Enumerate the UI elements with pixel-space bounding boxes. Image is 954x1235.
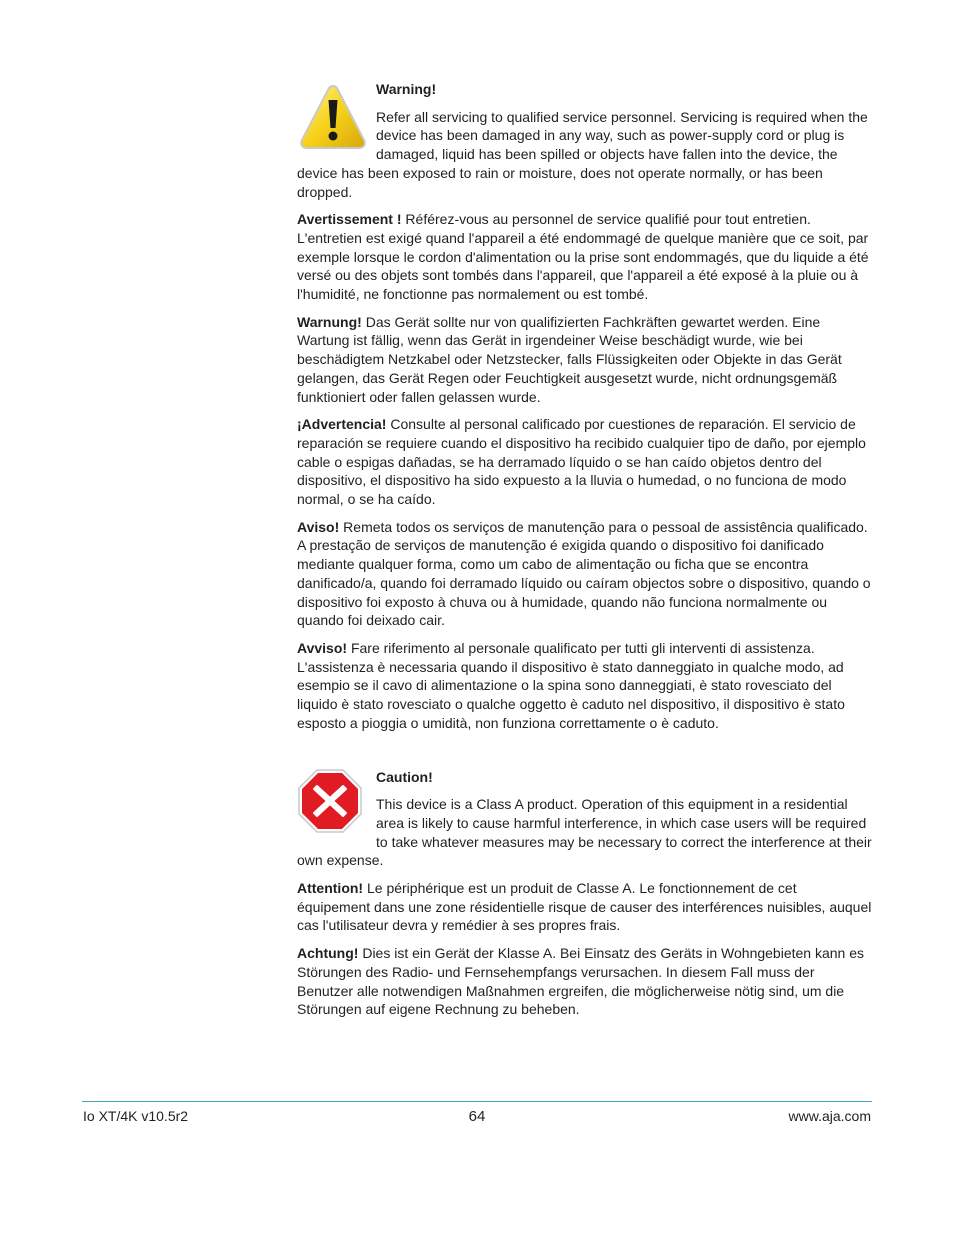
footer-doc-version: Io XT/4K v10.5r2	[83, 1108, 189, 1124]
section-gap	[297, 742, 872, 768]
footer-url: www.aja.com	[788, 1108, 871, 1124]
warning-triangle-icon	[297, 80, 376, 160]
warning-intro: Refer all servicing to qualified service personnel. Servicing is required when the device has been damaged in any way, such as power-supply cord or plug is damaged, liquid has been spilled or objects have fallen into the device, the device has been exposed to rain or moisture, does not operate normally, or has been dropped.	[297, 108, 868, 200]
caution-intro: This device is a Class A product. Operation of this equipment in a residential area is likely to cause harmful interference, in which case users will be required to take whatever measures may be necessary to correct the interference at their own expense.	[297, 796, 872, 869]
translation-label: Achtung!	[297, 945, 359, 962]
translation-text: Remeta todos os serviços de manutenção para o pessoal de assistência qualificado. A prestação de serviços de manutenção é exigida quando o dispositivo foi danificado mediante qualquer forma, como um cabo de alimentação ou ficha que se encontra danificado/a, quando foi derramado líquido ou caíram objectos sobre o dispositivo, quando o dispositivo foi exposto à chuva ou à humidade, quando não funciona normalmente ou quando foi deixado cair.	[297, 518, 871, 629]
translation-label: Avertissement !	[297, 211, 402, 228]
warning-translation-it	[297, 639, 872, 733]
translation-label: Aviso!	[297, 518, 340, 535]
caution-title: Caution!	[376, 768, 433, 785]
translation-label: Attention!	[297, 880, 364, 897]
warning-section	[297, 80, 872, 733]
warning-translation-fr	[297, 210, 872, 304]
translation-text: Le périphérique est un produit de Classe A. Le fonctionnement de cet équipement dans une zone résidentielle risque de causer des interférences nuisibles, auquel cas l'utilisateur devra y remédier à ses propres frais.	[297, 880, 872, 934]
caution-translation-fr	[297, 879, 872, 935]
footer-divider	[82, 1101, 872, 1102]
translation-text: Fare riferimento al personale qualificato per tutti gli interventi di assistenza. L'assistenza è necessaria quando il dispositivo è stato danneggiato in qualche modo, ad esempio se il cavo di alimentazione o la spina sono danneggiati, è stato rovesciato del liquido è stato rovesciato o qualche oggetto è caduto nel dispositivo, il dispositivo è stato esposto a pioggia o umidità, non funziona correttamente o è caduto.	[297, 639, 845, 731]
translation-label: Avviso!	[297, 639, 348, 656]
translation-text: Consulte al personal calificado por cuestiones de reparación. El servicio de reparación se requiere cuando el dispositivo ha recibido cualquier tipo de daño, por ejemplo cable o espigas dañadas, se ha derramado líquido o se han caído objetos dentro del dispositivo, el dispositivo ha sido expuesto a la lluvia o humedad, o no funciona de modo normal, o se ha caído.	[297, 416, 866, 508]
translation-label: Warnung!	[297, 313, 362, 330]
warning-translation-de	[297, 313, 872, 407]
footer-page-number: 64	[468, 1108, 486, 1125]
warning-translation-pt	[297, 518, 872, 630]
stop-x-icon	[297, 768, 376, 848]
page-content	[297, 80, 872, 1028]
translation-text: Dies ist ein Gerät der Klasse A. Bei Einsatz des Geräts in Wohngebieten kann es Störungen des Radio- und Fernsehempfangs verursachen. In diesem Fall muss der Benutzer alle notwendigen Maßnahmen ergreifen, die möglicherweise nötig sind, um die Störungen auf eigene Rechnung zu beheben.	[297, 945, 865, 1018]
warning-translation-es	[297, 415, 872, 509]
caution-translation-de	[297, 944, 872, 1019]
warning-title: Warning!	[376, 81, 437, 97]
translation-text: Référez-vous au personnel de service qualifié pour tout entretien. L'entretien est exigé quand l'appareil a été endommagé de quelque manière que ce soit, par exemple lorsque le cordon d'alimentation ou la prise sont endommagés, que du liquide a été versé ou des objets sont tombés dans l'appareil, que l'appareil a été exposé à la pluie ou à l'humidité, ne fonctionne pas normalement ou est tombé.	[297, 211, 869, 303]
translation-label: ¡Advertencia!	[297, 416, 387, 433]
translation-text: Das Gerät sollte nur von qualifizierten Fachkräften gewartet werden. Eine Wartung ist fällig, wenn das Gerät in irgendeiner Weise beschädigt wurde, wie bei beschädigtem Netzkabel oder Netzstecker, falls Flüssigkeiten oder Objekte in das Gerät gelangen, das Gerät Regen oder Feuchtigkeit ausgesetzt wurde, nicht ordnungsgemäß funktioniert oder fallen gelassen wurde.	[297, 313, 842, 405]
caution-section	[297, 768, 872, 1019]
